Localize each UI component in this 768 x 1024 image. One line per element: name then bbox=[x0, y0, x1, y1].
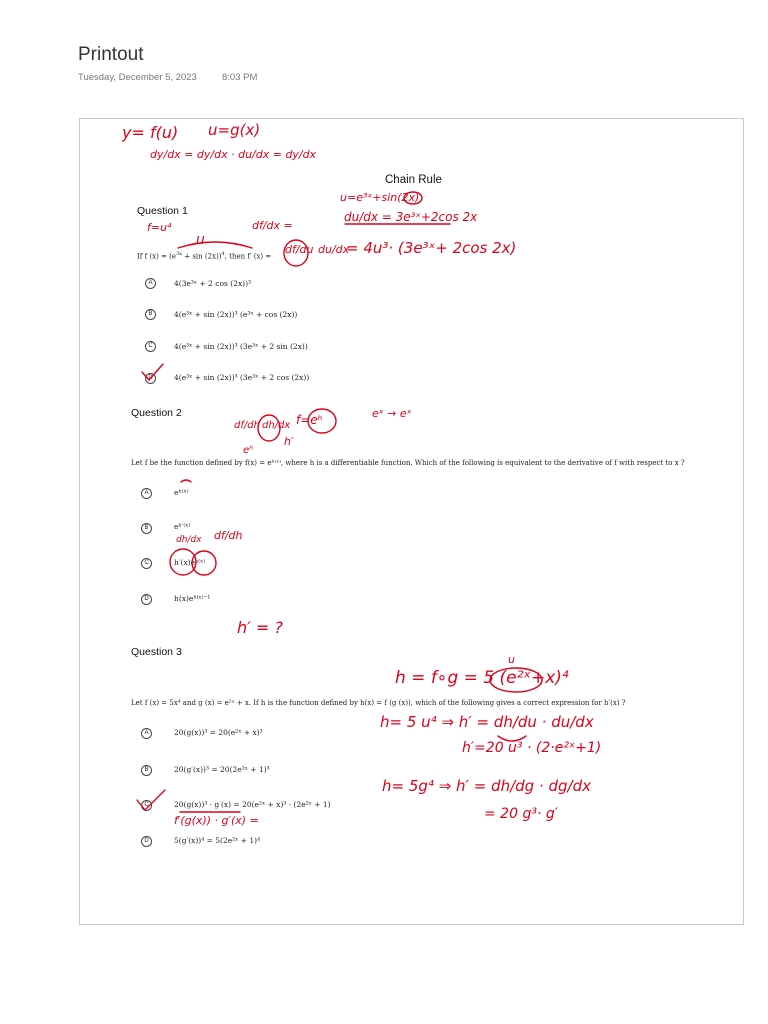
ink-q2-hq: h′ = ? bbox=[237, 618, 283, 637]
q1-option-b-text: 4(e³ˣ + sin (2x))³ (e³ˣ + cos (2x)) bbox=[174, 310, 298, 319]
q3-option-b-text: 20(g′(x))³ = 20(2e²ˣ + 1)³ bbox=[174, 765, 270, 774]
ink-top-chain: dy/dx = dy/dx · du/dx = dy/dx bbox=[150, 148, 317, 161]
q3-option-b-circle[interactable]: B bbox=[141, 765, 152, 776]
q1-option-a-circle[interactable]: A bbox=[145, 278, 156, 289]
page-date: Tuesday, December 5, 2023 bbox=[78, 72, 197, 83]
q2-option-c-circle[interactable]: C bbox=[141, 558, 152, 569]
q1-option-b-circle[interactable]: B bbox=[145, 309, 156, 320]
ink-q1-arc bbox=[178, 242, 252, 248]
ink-q3-h5u4: h= 5 u⁴ ⇒ h′ = dh/du · du/dx bbox=[380, 713, 594, 731]
q1-stem-mid: + sin (2x)) bbox=[182, 252, 222, 261]
q2-option-d-circle[interactable]: D bbox=[141, 594, 152, 605]
ink-q3-h20u3: h′=20 u³ · (2·e²ˣ+1) bbox=[462, 740, 602, 756]
document-title: Chain Rule bbox=[385, 174, 442, 186]
ink-q2-circle-eh bbox=[308, 409, 336, 433]
ink-top-y: y= f(u) bbox=[122, 123, 179, 142]
q2-option-d-text: h(x)eʰ⁽ˣ⁾⁻¹ bbox=[174, 594, 211, 603]
ink-q2-ex: eˣ → eˣ bbox=[372, 407, 412, 420]
ink-top-u: u=g(x) bbox=[208, 121, 261, 139]
ink-q2-eh: eʰ bbox=[243, 445, 254, 456]
q1-option-c-circle[interactable]: C bbox=[145, 341, 156, 352]
ink-q1-u: u bbox=[196, 232, 205, 248]
q2-option-b-circle[interactable]: B bbox=[141, 523, 152, 534]
ink-q3-hfog: h = f∘g = 5 (e²ˣ+x)⁴ bbox=[395, 668, 569, 688]
ink-q3-circle-inner bbox=[490, 668, 542, 692]
page-title: Printout bbox=[78, 44, 144, 65]
q1-option-d-text: 4(e³ˣ + sin (2x))³ (3e³ˣ + 2 cos (2x)) bbox=[174, 373, 310, 382]
q1-option-d-circle[interactable]: D bbox=[145, 373, 156, 384]
q3-option-a-circle[interactable]: A bbox=[141, 728, 152, 739]
ink-q2-dfdh: df/dh bbox=[234, 420, 260, 431]
ink-q2-dhdx-c: dh/dx bbox=[176, 535, 202, 545]
q2-option-a-text: eʰ⁽ˣ⁾ bbox=[174, 488, 189, 497]
ink-q1-ueq: u=e³ˣ+sin(2x) bbox=[340, 191, 420, 204]
ink-q1-circle-dfdu bbox=[284, 240, 308, 266]
q2-option-a-circle[interactable]: A bbox=[141, 488, 152, 499]
q3-option-c-text: 20(g(x))³ · g′(x) = 20(e²ˣ + x)³ · (2e²ˣ + 1) bbox=[174, 800, 331, 809]
ink-q1-answer: = 4u³· (3e³ˣ+ 2cos 2x) bbox=[346, 239, 517, 257]
q3-option-a-text: 20(g(x))³ = 20(e²ˣ + x)³ bbox=[174, 728, 263, 737]
q3-option-d-circle[interactable]: D bbox=[141, 836, 152, 847]
ink-q2-circle-dhdx bbox=[258, 415, 280, 441]
ink-q1-f: f=u⁴ bbox=[147, 221, 172, 234]
ink-q1-checkmark bbox=[142, 364, 163, 380]
ink-q1-dfdx: df/dx = bbox=[252, 219, 293, 232]
ink-q2-feh: f=eʰ bbox=[296, 413, 323, 427]
ink-q1-circle-2x bbox=[404, 192, 422, 204]
q1-option-c-text: 4(e³ˣ + sin (2x))³ (3e³ˣ + 2 sin (2x)) bbox=[174, 342, 308, 351]
ink-q3-u: u bbox=[508, 653, 515, 666]
q2-option-b-text: eʰ′⁽ˣ⁾ bbox=[174, 522, 191, 531]
q1-stem-sup: 3x bbox=[176, 251, 183, 257]
question-3-heading: Question 3 bbox=[131, 646, 182, 658]
ink-q3-20g3: = 20 g³· g′ bbox=[484, 806, 558, 822]
ink-q3-h5g4: h= 5g⁴ ⇒ h′ = dh/dg · dg/dx bbox=[382, 777, 591, 795]
ink-q2-arc-a bbox=[181, 480, 191, 482]
q1-option-a-text: 4(3e³ˣ + 2 cos (2x))³ bbox=[174, 279, 252, 288]
q3-option-d-text: 5(g′(x))⁴ = 5(2e²ˣ + 1)⁴ bbox=[174, 836, 261, 845]
ink-q3-underline bbox=[498, 736, 526, 741]
question-1-heading: Question 1 bbox=[137, 205, 188, 217]
page-time: 8:03 PM bbox=[222, 72, 258, 83]
ink-q1-dfdu: df/du bbox=[285, 243, 314, 256]
ink-q3-fprime: f′(g(x)) · g′(x) = bbox=[174, 814, 259, 827]
q1-stem-post: , then f′ (x) = bbox=[224, 252, 272, 261]
ink-q1-dudx: du/dx = 3e³ˣ+2cos 2x bbox=[344, 210, 478, 224]
ink-q2-hprime: h′ bbox=[284, 435, 294, 448]
ink-q2-dhdx: dh/dx bbox=[262, 420, 291, 431]
ink-q2-dfdh-c: df/dh bbox=[214, 529, 243, 542]
question-2-heading: Question 2 bbox=[131, 407, 182, 419]
q3-option-c-circle[interactable]: C bbox=[141, 800, 152, 811]
q2-option-c-text: h′(x)eʰ⁽ˣ⁾ bbox=[174, 558, 206, 567]
q1-stem-sup2: 4 bbox=[221, 251, 225, 257]
ink-q3-checkmark bbox=[137, 790, 165, 810]
question-2-stem: Let f be the function defined by f(x) = eʰ⁽ˣ⁾, where h is a differentiable function. Which of the following is equivalent to the derivative of f with respect to x ? bbox=[131, 459, 685, 467]
q1-stem-pre: If f (x) = (e bbox=[137, 252, 176, 261]
ink-q1-dudx2: du/dx bbox=[318, 243, 350, 256]
question-3-stem: Let f (x) = 5x⁴ and g (x) = e²ˣ + x. If h is the function defined by h(x) = f (g (x)), which of the following gives a correct expression for h′(x) ? bbox=[131, 699, 626, 707]
